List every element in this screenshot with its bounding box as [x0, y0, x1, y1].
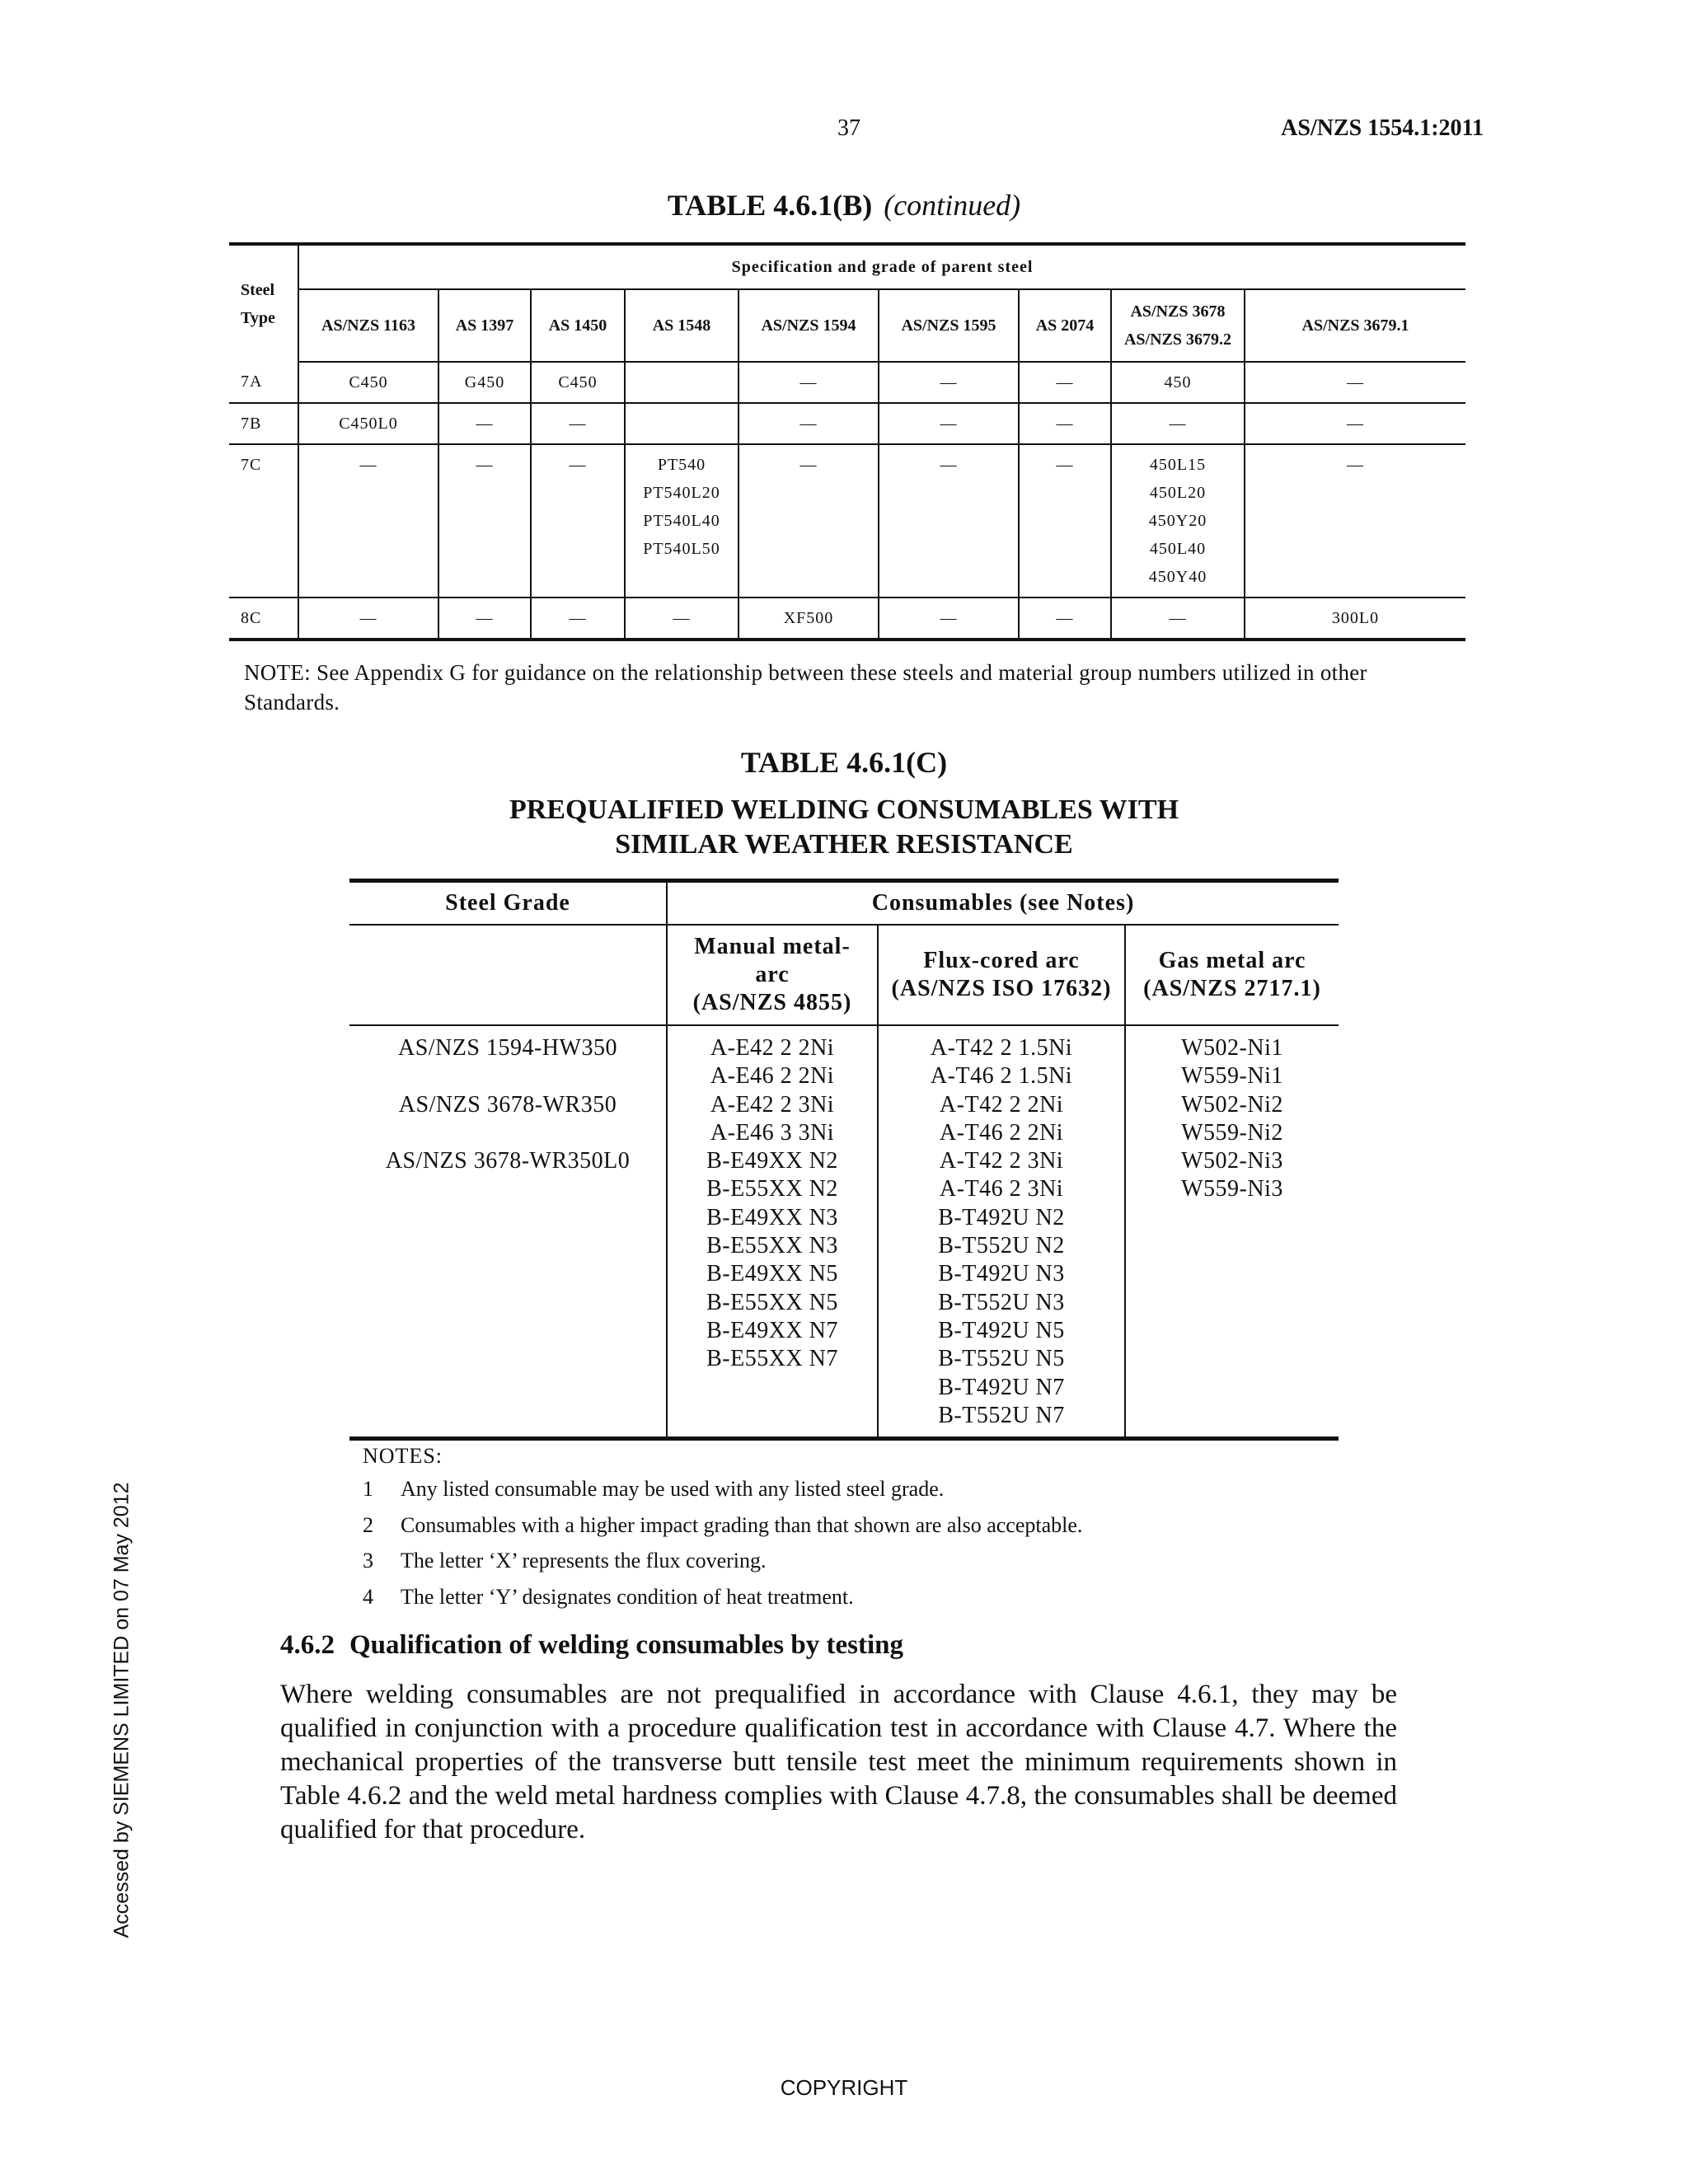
header-line: (AS/NZS 4855) — [692, 990, 852, 1015]
column-header-line: AS/NZS 1595 — [901, 316, 996, 335]
consumables-header: Consumables (see Notes) — [667, 881, 1339, 926]
table-cell — [1245, 403, 1465, 444]
note-text: Any listed consumable may be used with any listed steel grade. — [401, 1477, 945, 1501]
cell-value: — — [799, 456, 818, 474]
column-header — [1111, 289, 1245, 362]
cell-value: PT540L40 — [643, 512, 720, 530]
cell-value: — — [476, 415, 494, 433]
table-cell — [738, 444, 879, 598]
manual-metal-arc-cell — [667, 1025, 878, 1439]
consumable: B-T492U N3 — [938, 1261, 1065, 1287]
table-cell — [625, 444, 738, 598]
table-row — [229, 598, 1465, 640]
note-text: The letter ‘X’ represents the flux covering. — [401, 1549, 767, 1572]
cell-value: — — [940, 415, 958, 433]
cell-value: PT540L50 — [643, 540, 720, 558]
column-header — [738, 289, 879, 362]
table-b-title-text: TABLE 4.6.1(B) — [667, 189, 873, 222]
table-cell — [625, 598, 738, 640]
table-cell — [531, 444, 625, 598]
table-cell — [625, 362, 738, 403]
consumable: A-T46 2 3Ni — [939, 1176, 1064, 1202]
cell-value: C450 — [349, 373, 388, 391]
consumable: A-E46 2 2Ni — [710, 1063, 835, 1090]
cell-value: — — [359, 609, 377, 627]
steel-grade: AS/NZS 1594-HW350 — [398, 1035, 617, 1061]
table-cell — [879, 362, 1019, 403]
consumable: W502-Ni1 — [1181, 1035, 1283, 1061]
cell-value: — — [940, 373, 958, 391]
cell-value: — — [940, 609, 958, 627]
table-cell — [1019, 362, 1111, 403]
cell-value: — — [1347, 456, 1365, 474]
cell-value: 300L0 — [1331, 609, 1380, 627]
table-b-continued: (continued) — [884, 189, 1021, 222]
table-cell — [298, 598, 438, 640]
consumable: B-E55XX N5 — [706, 1289, 838, 1315]
table-cell — [1111, 598, 1245, 640]
steel-type-header-line: Type — [241, 308, 275, 327]
access-watermark: Accessed by SIEMENS LIMITED on 07 May 2012 — [110, 1482, 134, 1938]
table-cell — [298, 362, 438, 403]
spec-header: Specification and grade of parent steel — [298, 244, 1465, 289]
table-c-subtitle: PREQUALIFIED WELDING CONSUMABLES WITH — [509, 794, 1179, 825]
consumable: B-E49XX N2 — [706, 1148, 838, 1174]
table-cell — [531, 362, 625, 403]
table-cell — [738, 362, 879, 403]
note-number: 3 — [363, 1549, 373, 1572]
consumable: A-T46 2 2Ni — [939, 1119, 1064, 1146]
header-line: Manual metal- — [694, 934, 851, 959]
flux-cored-arc-cell — [878, 1025, 1125, 1439]
table-cell — [1245, 362, 1465, 403]
column-header-line: AS/NZS 3678 — [1130, 302, 1226, 321]
column-header — [298, 289, 438, 362]
table-c — [349, 879, 1339, 1441]
cell-value: XF500 — [783, 609, 834, 627]
header-line: (AS/NZS ISO 17632) — [891, 976, 1112, 1001]
table-cell — [1111, 444, 1245, 598]
table-cell — [1019, 444, 1111, 598]
cell-value: PT540L20 — [643, 484, 720, 502]
note-item — [363, 1477, 1434, 1513]
table-cell — [625, 403, 738, 444]
consumable: B-T492U N2 — [938, 1204, 1065, 1230]
steel-grade-cell — [349, 1025, 667, 1439]
consumable: W502-Ni2 — [1181, 1091, 1283, 1118]
column-header — [879, 289, 1019, 362]
cell-value: — — [476, 609, 494, 627]
table-c-subtitle: SIMILAR WEATHER RESISTANCE — [615, 829, 1073, 860]
steel-type-cell: 7A — [229, 362, 298, 403]
cell-value: — — [940, 456, 958, 474]
steel-grade: AS/NZS 3678-WR350L0 — [385, 1148, 631, 1174]
consumable: W502-Ni3 — [1181, 1148, 1283, 1174]
cell-value: 450Y40 — [1148, 568, 1207, 586]
steel-type-header-line: Steel — [241, 280, 275, 299]
table-row — [229, 362, 1465, 403]
consumable: A-T42 2 2Ni — [939, 1091, 1064, 1118]
cell-value: — — [569, 415, 587, 433]
table-cell — [298, 403, 438, 444]
header-line: Flux-cored arc — [923, 948, 1080, 973]
consumable: B-E49XX N3 — [706, 1204, 838, 1230]
table-b-note: NOTE: See Appendix G for guidance on the relationship between these steels and material group numbers utilized in other Standards. — [244, 660, 1367, 715]
column-header-line: AS/NZS 1594 — [761, 316, 856, 335]
column-header-line: AS 1450 — [548, 316, 607, 335]
table-cell — [738, 403, 879, 444]
table-cell — [879, 403, 1019, 444]
consumable: B-E55XX N3 — [706, 1233, 838, 1259]
table-c-title: TABLE 4.6.1(C) — [740, 746, 948, 779]
table-cell — [879, 598, 1019, 640]
column-header — [438, 289, 531, 362]
cell-value: PT540 — [657, 456, 706, 474]
table-cell — [879, 444, 1019, 598]
consumable: B-E49XX N7 — [706, 1317, 838, 1343]
consumable: A-E42 2 3Ni — [710, 1091, 835, 1118]
steel-type-cell: 7B — [229, 403, 298, 444]
consumable: B-T552U N7 — [938, 1402, 1065, 1428]
steel-type-cell: 8C — [229, 598, 298, 640]
section-number: 4.6.2 — [280, 1630, 335, 1660]
cell-value: — — [476, 456, 494, 474]
column-header-line: AS/NZS 3679.2 — [1123, 330, 1232, 349]
table-cell — [438, 598, 531, 640]
steel-grade: AS/NZS 3678-WR350 — [398, 1091, 617, 1118]
section-title: Qualification of welding consumables by testing — [349, 1630, 903, 1660]
cell-value: — — [1347, 415, 1365, 433]
consumable: B-T492U N5 — [938, 1317, 1065, 1343]
column-header — [1019, 289, 1111, 362]
cell-value: C450L0 — [339, 415, 398, 433]
consumable: W559-Ni2 — [1181, 1119, 1283, 1146]
gas-metal-arc-cell — [1125, 1025, 1339, 1439]
consumable: A-T42 2 3Ni — [939, 1148, 1064, 1174]
section-heading — [280, 1630, 903, 1661]
consumable: A-T42 2 1.5Ni — [930, 1035, 1073, 1061]
cell-value: — — [1056, 373, 1074, 391]
cell-value: — — [1056, 415, 1074, 433]
cell-value: 450L20 — [1149, 484, 1207, 502]
steel-type-cell: 7C — [229, 444, 298, 598]
consumable: B-E49XX N5 — [706, 1261, 838, 1287]
table-row — [229, 444, 1465, 598]
steel-type-header — [229, 244, 298, 362]
note-item — [363, 1513, 1434, 1549]
table-cell — [1019, 598, 1111, 640]
note-number: 1 — [363, 1477, 373, 1501]
header-line: arc — [755, 962, 790, 987]
cell-value: — — [799, 373, 818, 391]
copyright-footer: COPYRIGHT — [780, 2075, 908, 2100]
cell-value: G450 — [464, 373, 505, 391]
cell-value: C450 — [558, 373, 598, 391]
cell-value: — — [1169, 415, 1187, 433]
notes-heading: NOTES: — [363, 1444, 443, 1468]
consumable: W559-Ni1 — [1181, 1063, 1283, 1090]
cell-value: 450 — [1164, 373, 1192, 391]
table-cell — [298, 444, 438, 598]
cell-value: — — [569, 456, 587, 474]
consumable: B-T552U N3 — [938, 1289, 1065, 1315]
table-cell — [1111, 362, 1245, 403]
table-cell — [738, 598, 879, 640]
column-header-line: AS/NZS 3679.1 — [1301, 316, 1409, 335]
table-row — [229, 403, 1465, 444]
cell-value: 450L40 — [1149, 540, 1207, 558]
cell-value: — — [799, 415, 818, 433]
gas-metal-arc-header — [1125, 925, 1339, 1025]
column-header-line: AS 1397 — [455, 316, 514, 335]
cell-value: — — [1347, 373, 1365, 391]
table-b — [229, 242, 1465, 641]
table-b-title — [0, 188, 1688, 223]
table-cell — [1245, 444, 1465, 598]
table-cell — [438, 444, 531, 598]
table-cell — [1245, 598, 1465, 640]
page-number: 37 — [837, 115, 860, 141]
consumable: B-T552U N2 — [938, 1233, 1065, 1259]
cell-value: — — [1056, 609, 1074, 627]
cell-value: — — [569, 609, 587, 627]
table-cell — [531, 403, 625, 444]
note-text: Consumables with a higher impact grading than that shown are also acceptable. — [401, 1512, 1083, 1537]
manual-metal-arc-header — [667, 925, 878, 1025]
table-cell — [1111, 403, 1245, 444]
header-line: Gas metal arc — [1158, 948, 1306, 973]
consumable: A-E46 3 3Ni — [710, 1119, 835, 1146]
consumable: A-T46 2 1.5Ni — [930, 1063, 1073, 1090]
cell-value: — — [359, 456, 377, 474]
consumable: B-T492U N7 — [938, 1374, 1065, 1400]
table-cell — [438, 403, 531, 444]
table-cell — [531, 598, 625, 640]
table-cell — [438, 362, 531, 403]
section-body: Where welding consumables are not prequalified in accordance with Clause 4.6.1, they may be qualified in conjunction with a procedure qualification test in accordance with Clause 4.7. Where the mechanical properties of the transverse butt tensile test meet the minimum requirements shown in Table 4.6.2 and the weld metal hardness complies with Clause 4.7.8, the consumables shall be deemed qualified for that procedure. — [280, 1680, 1397, 1844]
consumable: A-E42 2 2Ni — [710, 1035, 835, 1061]
consumable: W559-Ni3 — [1181, 1176, 1283, 1202]
steel-grade-header: Steel Grade — [349, 881, 667, 926]
cell-value: — — [1169, 609, 1187, 627]
note-text: The letter ‘Y’ designates condition of heat treatment. — [401, 1584, 854, 1609]
consumable: B-T552U N5 — [938, 1346, 1065, 1372]
table-cell — [1019, 403, 1111, 444]
flux-cored-arc-header — [878, 925, 1125, 1025]
cell-value: 450L15 — [1149, 456, 1207, 474]
notes-list — [363, 1477, 1434, 1620]
note-item — [363, 1549, 1434, 1585]
blank-header — [349, 925, 667, 1025]
cell-value: — — [673, 609, 691, 627]
consumable: B-E55XX N7 — [706, 1346, 838, 1372]
column-header — [625, 289, 738, 362]
header-line: (AS/NZS 2717.1) — [1143, 976, 1321, 1001]
column-header-line: AS 1548 — [652, 316, 711, 335]
note-number: 2 — [363, 1512, 373, 1537]
cell-value: 450Y20 — [1148, 512, 1207, 530]
standard-id: AS/NZS 1554.1:2011 — [1281, 115, 1484, 141]
cell-value: — — [1056, 456, 1074, 474]
column-header — [1245, 289, 1465, 362]
note-item — [363, 1585, 1434, 1621]
column-header-line: AS/NZS 1163 — [321, 316, 415, 335]
column-header — [531, 289, 625, 362]
column-header-line: AS 2074 — [1035, 316, 1095, 335]
consumable: B-E55XX N2 — [706, 1176, 838, 1202]
note-number: 4 — [363, 1584, 373, 1609]
